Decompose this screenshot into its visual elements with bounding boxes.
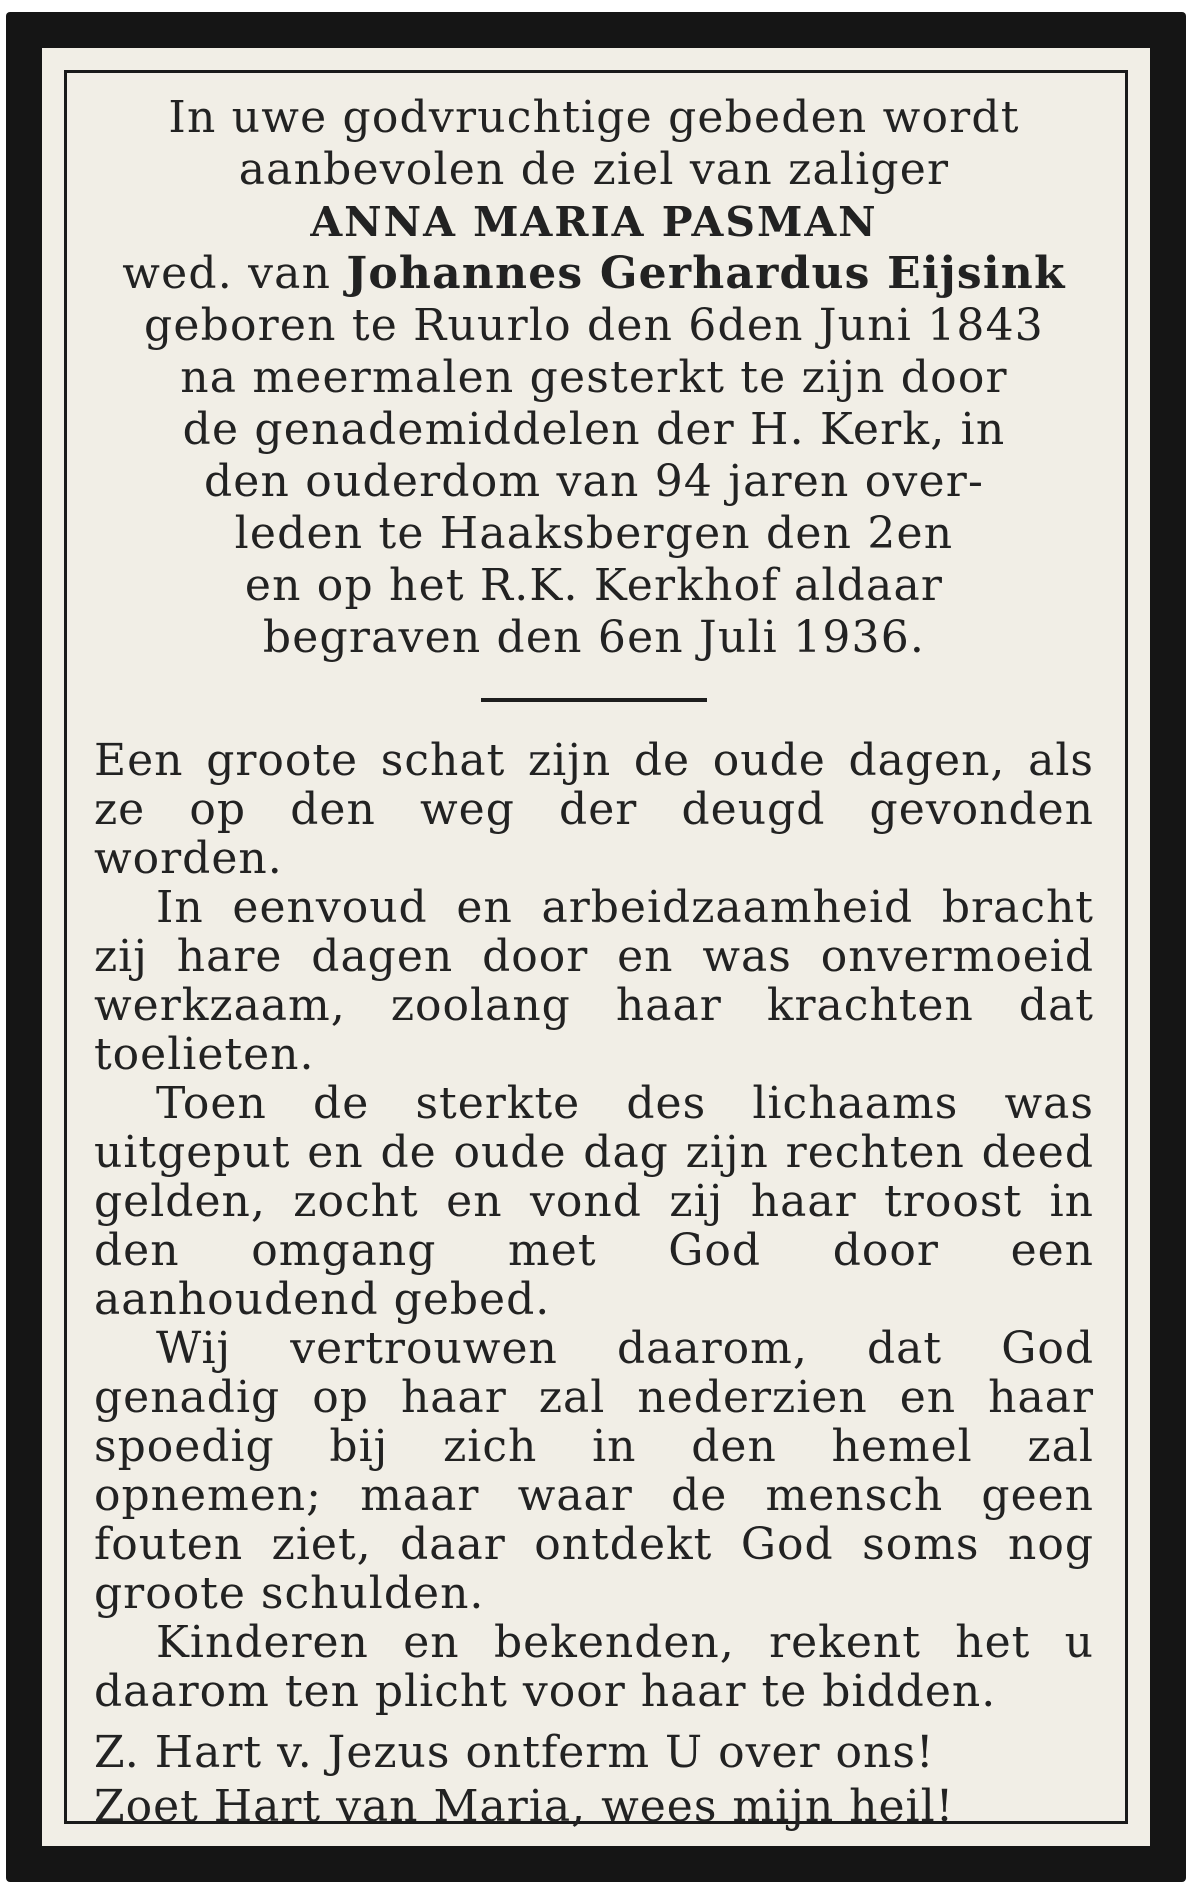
closing-prayers	[94, 1726, 1094, 1834]
detail-line: den ouderdom van 94 jaren over-	[203, 456, 985, 507]
deceased-name: ANNA MARIA PASMAN	[310, 198, 878, 246]
paragraph: Kinderen en bekenden, rekent het u daarom ten plicht voor haar te bidden.	[94, 1617, 1094, 1717]
detail-line: geboren te Ruurlo den 6den Juni 1843	[144, 300, 1044, 351]
card-body	[94, 736, 1094, 1716]
card-paper	[42, 48, 1150, 1846]
card-header	[94, 92, 1094, 664]
paragraph: Wij vertrouwen daarom, dat God genadig op haar zal nederzien en haar spoedig bij zich in den hemel zal opnemen; maar waar de mensch geen fouten ziet, daar ontdekt God soms nog groote schulden.	[94, 1323, 1094, 1619]
closing-line: Zoet Hart van Maria, wees mijn heil!	[94, 1781, 955, 1832]
card-content	[94, 92, 1094, 1834]
header-line: In uwe godvruchtige gebeden wordt	[168, 92, 1020, 143]
memorial-card	[6, 12, 1186, 1882]
widow-prefix: wed. van	[122, 248, 332, 299]
paragraph: In eenvoud en arbeidzaamheid bracht zij hare dagen door en was onvermoeid werkzaam, zoolang haar krachten dat toelieten.	[94, 882, 1094, 1080]
spouse-name: Johannes Gerhardus Eijsink	[346, 248, 1066, 299]
closing-line: Z. Hart v. Jezus ontferm U over ons!	[94, 1727, 935, 1778]
paragraph: Een groote schat zijn de oude dagen, als ze op den weg der deugd gevonden worden.	[94, 735, 1094, 884]
detail-line: begraven den 6en Juli 1936.	[262, 612, 926, 663]
detail-line: en op het R.K. Kerkhof aldaar	[244, 560, 944, 611]
widow-line	[94, 248, 1094, 300]
divider	[481, 698, 707, 702]
paragraph: Toen de sterkte des lichaams was uitgeput en de oude dag zijn rechten deed gelden, zocht en vond zij haar troost in den omgang met God door een aanhoudend gebed.	[94, 1078, 1094, 1325]
detail-line: leden te Haaksbergen den 2en	[234, 508, 954, 559]
detail-line: de genademiddelen der H. Kerk, in	[182, 404, 1006, 455]
header-line: aanbevolen de ziel van zaliger	[238, 144, 950, 195]
detail-line: na meermalen gesterkt te zijn door	[180, 352, 1008, 403]
